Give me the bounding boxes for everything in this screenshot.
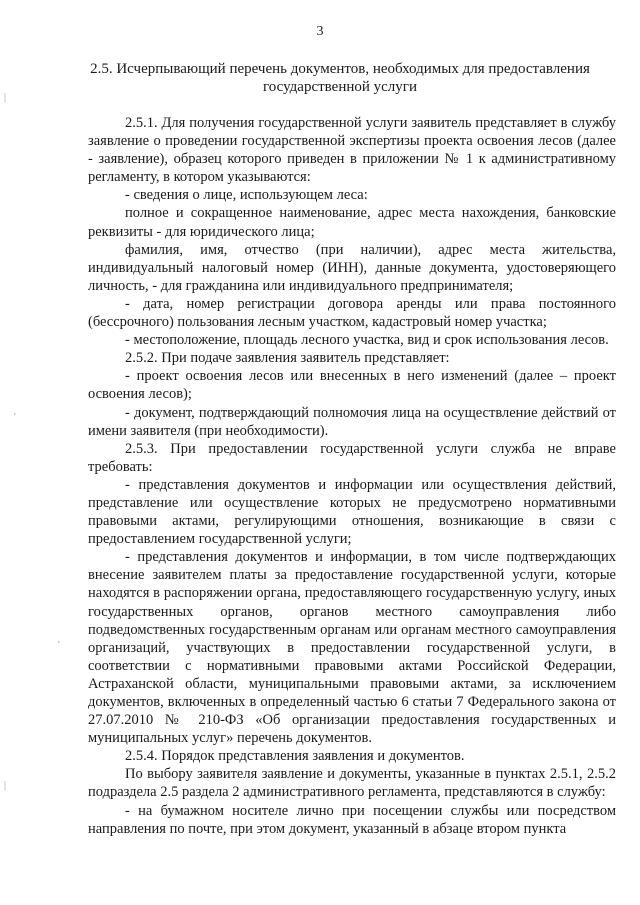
paragraph: - сведения о лице, использующем леса: [125, 187, 368, 204]
paragraph: 2.5.4. Порядок представления заявления и документов. [125, 748, 465, 765]
section-heading: 2.5. Исчерпывающий перечень документов, необходимых для предоставления государственной услуги [90, 61, 590, 95]
paragraph: фамилия, имя, отчество (при наличии), адрес места жительства, индивидуальный налоговый номер (ИНН), данные документа, удостоверяющего личность, - для гражданина или индивидуального предпринимателя; [88, 241, 616, 294]
paragraph: - представления документов и информации или осуществления действий, представление или осуществление которых не предусмотрено нормативными правовыми актами, регулирующими отношения, возникающие в связи с предоставлением государственной услуги; [88, 476, 616, 548]
paragraph: 2.5.2. При подаче заявления заявитель представляет: [125, 350, 450, 367]
paragraph: полное и сокращенное наименование, адрес места нахождения, банковские реквизиты - для юридического лица; [88, 205, 616, 240]
scan-mark: | [4, 780, 7, 791]
paragraph: 2.5.1. Для получения государственной услуги заявитель представляет в службу заявление о проведении государственной экспертизы проекта освоения лесов (далее - заявление), образец которого приведен в приложении № 1 к административному регламенту, в котором указываются: [88, 115, 616, 186]
paragraph: - на бумажном носителе лично при посещении службы или посредством направления по почте, при этом документ, указанный в абзаце втором пункта [88, 802, 616, 837]
paragraph: По выбору заявителя заявление и документы, указанные в пунктах 2.5.1, 2.5.2 подраздела 2.5 раздела 2 административного регламента, представляются в службу: [88, 766, 616, 801]
scan-mark: ' [14, 412, 16, 423]
paragraph: - местоположение, площадь лесного участка, вид и срок использования лесов. [125, 332, 609, 349]
paragraph: - документ, подтверждающий полномочия лица на осуществление действий от имени заявителя (при необходимости). [88, 404, 616, 439]
paragraph: - представления документов и информации, в том числе подтверждающих внесение заявителем платы за предоставление государственной услуги, которые находятся в распоряжении органа, предоставляющего государственную услугу, иных государственных органов, органов местного самоуправления либо подведомственных государственным органам или органам местного самоуправления организаций, участвующих в предоставлении государственной услуги, в соответствии с нормативными правовыми актами Российской Федерации, Астраханской области, муниципальными правовыми актами, за исключением документов, включенных в определенный частью 6 статьи 7 Федерального закона от 27.07.2010 № 210-ФЗ «Об организации предоставления государственных и муниципальных услуг» перечень документов. [88, 549, 616, 747]
paragraph: 2.5.3. При предоставлении государственной услуги служба не вправе требовать: [88, 440, 616, 475]
page-number: 3 [316, 24, 324, 39]
scan-mark: ' [58, 640, 60, 651]
paragraph: - проект освоения лесов или внесенных в него изменений (далее – проект освоения лесов); [88, 368, 616, 403]
scan-mark: | [4, 92, 7, 103]
document-body [88, 114, 616, 838]
paragraph: - дата, номер регистрации договора аренды или права постоянного (бессрочного) пользования лесным участком, кадастровый номер участка; [88, 295, 616, 331]
